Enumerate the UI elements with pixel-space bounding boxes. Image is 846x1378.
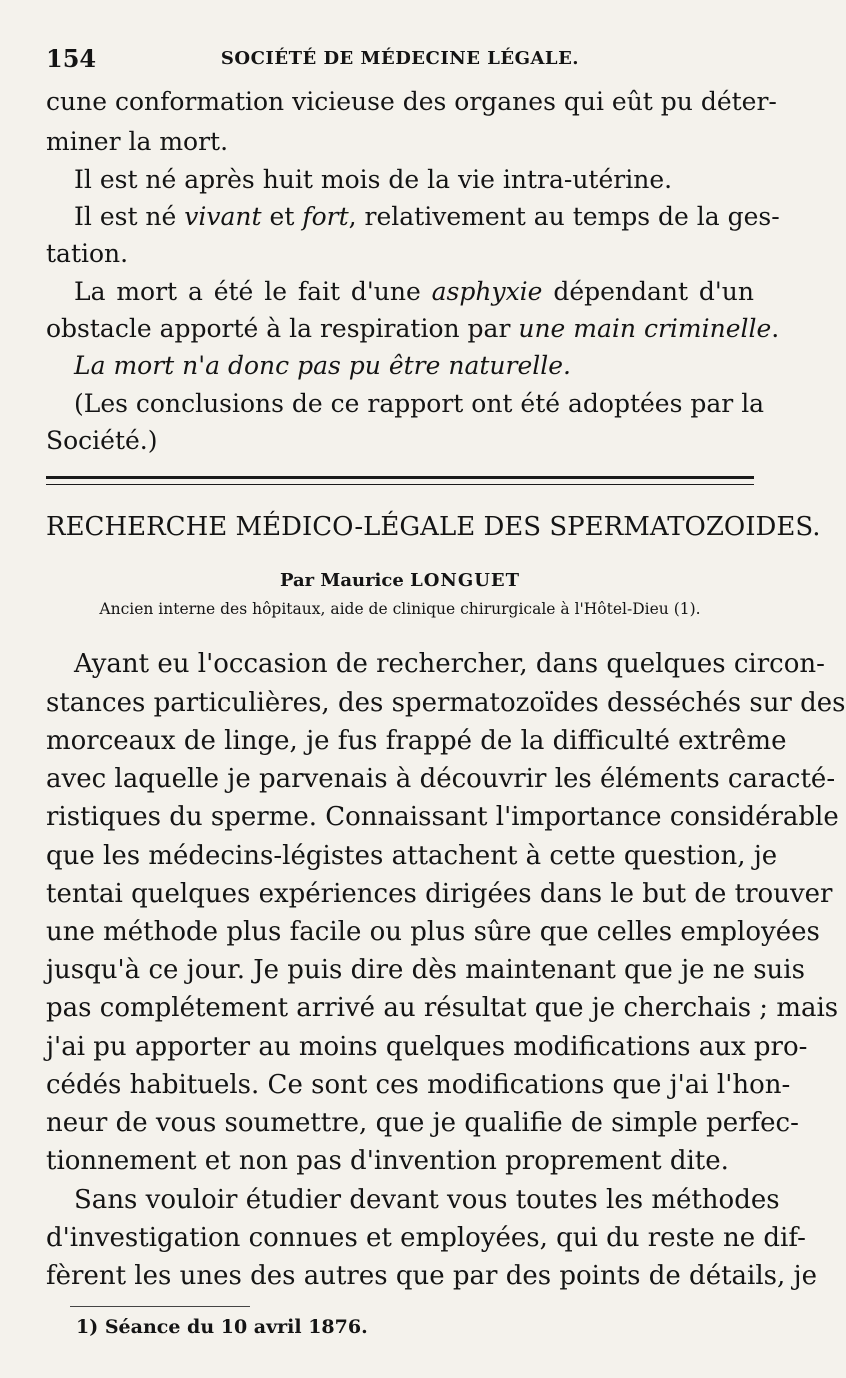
text-line: tation. <box>46 239 129 268</box>
text-line: La mort n'a donc pas pu être naturelle. <box>74 351 571 380</box>
text-line: (Les conclusions de ce rapport ont été adoptées par la <box>74 389 765 418</box>
text-line: fèrent les unes des autres que par des points de détails, je <box>46 1261 817 1291</box>
text-line: cédés habituels. Ce sont ces modifications que j'ai l'hon- <box>46 1070 791 1100</box>
page-number: 154 <box>46 44 97 73</box>
running-title: SOCIÉTÉ DE MÉDECINE LÉGALE. <box>220 48 580 69</box>
text-line: Ayant eu l'occasion de rechercher, dans quelques circon- <box>74 649 825 679</box>
text-line: avec laquelle je parvenais à découvrir les éléments caracté- <box>46 764 836 794</box>
footnote-divider <box>70 1306 250 1307</box>
text-line: La mort a été le fait d'une asphyxie dépendant d'un <box>74 277 754 306</box>
section-divider-thin <box>46 484 754 485</box>
text-line: stances particulières, des spermatozoïdes desséchés sur des <box>46 688 846 718</box>
text-line: une méthode plus facile ou plus sûre que celles employées <box>46 917 820 947</box>
section-divider <box>46 476 754 479</box>
text-line: Il est né après huit mois de la vie intra-utérine. <box>74 165 673 194</box>
text-line: j'ai pu apporter au moins quelques modifications aux pro- <box>46 1032 808 1062</box>
footnote: 1) Séance du 10 avril 1876. <box>76 1316 368 1338</box>
text-line: Sans vouloir étudier devant vous toutes les méthodes <box>74 1185 780 1215</box>
text-line: que les médecins-légistes attachent à cette question, je <box>46 841 778 871</box>
text-line: pas complétement arrivé au résultat que je cherchais ; mais <box>46 993 839 1023</box>
text-line: obstacle apporté à la respiration par une main criminelle. <box>46 314 780 343</box>
text-line: tionnement et non pas d'invention proprement dite. <box>46 1146 729 1176</box>
text-line: neur de vous soumettre, que je qualifie de simple perfec- <box>46 1108 799 1138</box>
text-line: ristiques du sperme. Connaissant l'importance considérable <box>46 802 839 832</box>
text-line: Il est né vivant et fort, relativement au temps de la ges- <box>74 202 780 231</box>
text-line: tentai quelques expériences dirigées dans le but de trouver <box>46 879 833 909</box>
article-title: RECHERCHE MÉDICO-LÉGALE DES SPERMATOZOIDES. <box>46 512 821 542</box>
text-line: Société.) <box>46 426 158 455</box>
text-line: miner la mort. <box>46 127 229 156</box>
author-affiliation: Ancien interne des hôpitaux, aide de clinique chirurgicale à l'Hôtel-Dieu (1). <box>99 600 701 618</box>
text-line: cune conformation vicieuse des organes qui eût pu déter- <box>46 87 777 116</box>
page-header <box>46 40 754 74</box>
text-line: morceaux de linge, je fus frappé de la difficulté extrême <box>46 726 787 756</box>
article-author: Par Maurice LONGUET <box>279 570 521 591</box>
text-line: jusqu'à ce jour. Je puis dire dès maintenant que je ne suis <box>46 955 805 985</box>
text-line: d'investigation connues et employées, qui du reste ne dif- <box>46 1223 806 1253</box>
